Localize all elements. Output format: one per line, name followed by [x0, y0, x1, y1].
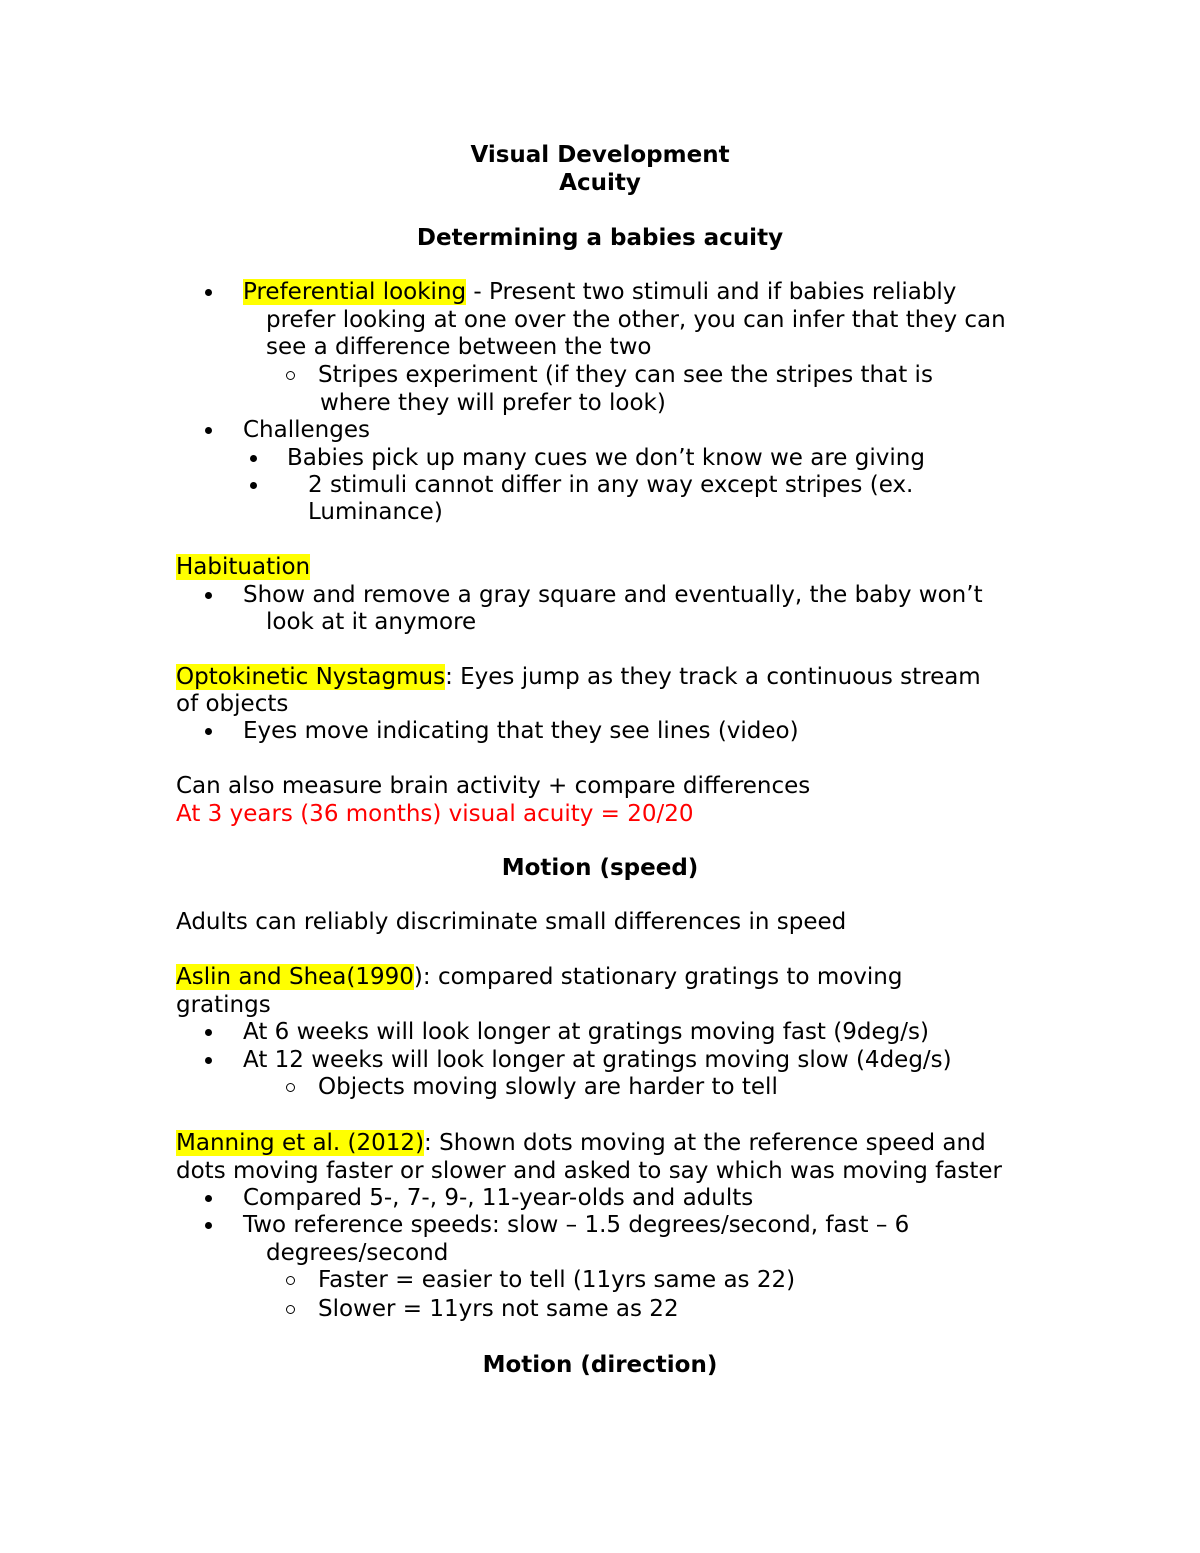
sub-bullet-icon — [280, 1295, 300, 1323]
bullet-icon — [198, 1046, 218, 1074]
aslin-line-2: gratings — [176, 992, 271, 1018]
manning-bullet-1: Compared 5-, 7-, 9-, 11-year-olds and adults — [243, 1185, 754, 1211]
okn-line-2: of objects — [176, 691, 289, 717]
aslin-term: Aslin and Shea(1990 — [176, 964, 414, 990]
manning-bullet-2: Two reference speeds: slow – 1.5 degrees/second, fast – 6 — [243, 1212, 910, 1238]
habituation-term: Habituation — [176, 554, 311, 580]
bullet-icon — [243, 444, 263, 472]
section-heading-motion-speed: Motion (speed) — [501, 855, 699, 881]
okn-bullet: Eyes move indicating that they see lines (video) — [243, 718, 799, 744]
challenge-item-1: Babies pick up many cues we don’t know we are giving — [287, 445, 925, 471]
manning-term: Manning et al. (2012) — [176, 1130, 425, 1156]
preferential-looking-text: - Present two stimuli and if babies reliably — [466, 279, 957, 305]
manning-line — [176, 1129, 986, 1157]
acuity-fact-text: At 3 years (36 months) visual acuity = 20/20 — [176, 801, 694, 827]
sub-bullet-icon — [280, 1073, 300, 1101]
bullet-icon — [198, 1211, 218, 1239]
okn-text: : Eyes jump as they track a continuous stream — [445, 664, 981, 690]
manning-sub-bullet-2: Slower = 11yrs not same as 22 — [318, 1296, 679, 1322]
aslin-sub-bullet: Objects moving slowly are harder to tell — [318, 1074, 778, 1100]
preferential-looking-line-2: prefer looking at one over the other, you can infer that they can — [266, 307, 1006, 333]
stripes-experiment-line-2: where they will prefer to look) — [320, 390, 666, 416]
motion-speed-intro: Adults can reliably discriminate small differences in speed — [176, 909, 847, 935]
bullet-icon — [198, 1184, 218, 1212]
bullet-icon — [243, 471, 263, 499]
bullet-icon — [198, 1018, 218, 1046]
stripes-experiment-line: Stripes experiment (if they can see the stripes that is — [318, 362, 933, 388]
challenge-item-2-cont: Luminance) — [308, 499, 443, 525]
bullet-icon — [198, 581, 218, 609]
challenge-item-2: 2 stimuli cannot differ in any way except stripes (ex. — [308, 472, 914, 498]
sub-bullet-icon — [280, 1266, 300, 1294]
aslin-bullet-1: At 6 weeks will look longer at gratings moving fast (9deg/s) — [243, 1019, 929, 1045]
habituation-bullet: Show and remove a gray square and eventually, the baby won’t — [243, 582, 983, 608]
bullet-icon — [198, 717, 218, 745]
preferential-looking-term: Preferential looking — [243, 279, 467, 305]
manning-sub-bullet-1: Faster = easier to tell (11yrs same as 22) — [318, 1267, 796, 1293]
section-heading-motion-direction: Motion (direction) — [482, 1352, 718, 1378]
habituation-heading — [176, 553, 310, 581]
sub-bullet-icon — [280, 361, 300, 389]
manning-text: : Shown dots moving at the reference speed and — [424, 1130, 986, 1156]
aslin-bullet-2: At 12 weeks will look longer at gratings moving slow (4deg/s) — [243, 1047, 952, 1073]
bullet-icon — [198, 278, 218, 306]
document-subtitle: Acuity — [559, 170, 641, 196]
challenges-label: Challenges — [243, 417, 370, 443]
brain-activity-text: Can also measure brain activity + compare differences — [176, 773, 811, 799]
aslin-text: ): compared stationary gratings to moving — [413, 964, 903, 990]
okn-term: Optokinetic Nystagmus — [176, 664, 446, 690]
manning-line-2: dots moving faster or slower and asked to say which was moving faster — [176, 1158, 1002, 1184]
document-title: Visual Development — [470, 142, 730, 168]
habituation-bullet-cont: look at it anymore — [266, 609, 477, 635]
bullet-icon — [198, 416, 218, 444]
manning-bullet-2-cont: degrees/second — [266, 1240, 449, 1266]
aslin-line — [176, 963, 902, 991]
section-heading-acuity: Determining a babies acuity — [416, 225, 784, 251]
okn-line — [176, 663, 981, 691]
preferential-looking-line-3: see a difference between the two — [266, 334, 652, 360]
preferential-looking-line — [243, 278, 956, 306]
